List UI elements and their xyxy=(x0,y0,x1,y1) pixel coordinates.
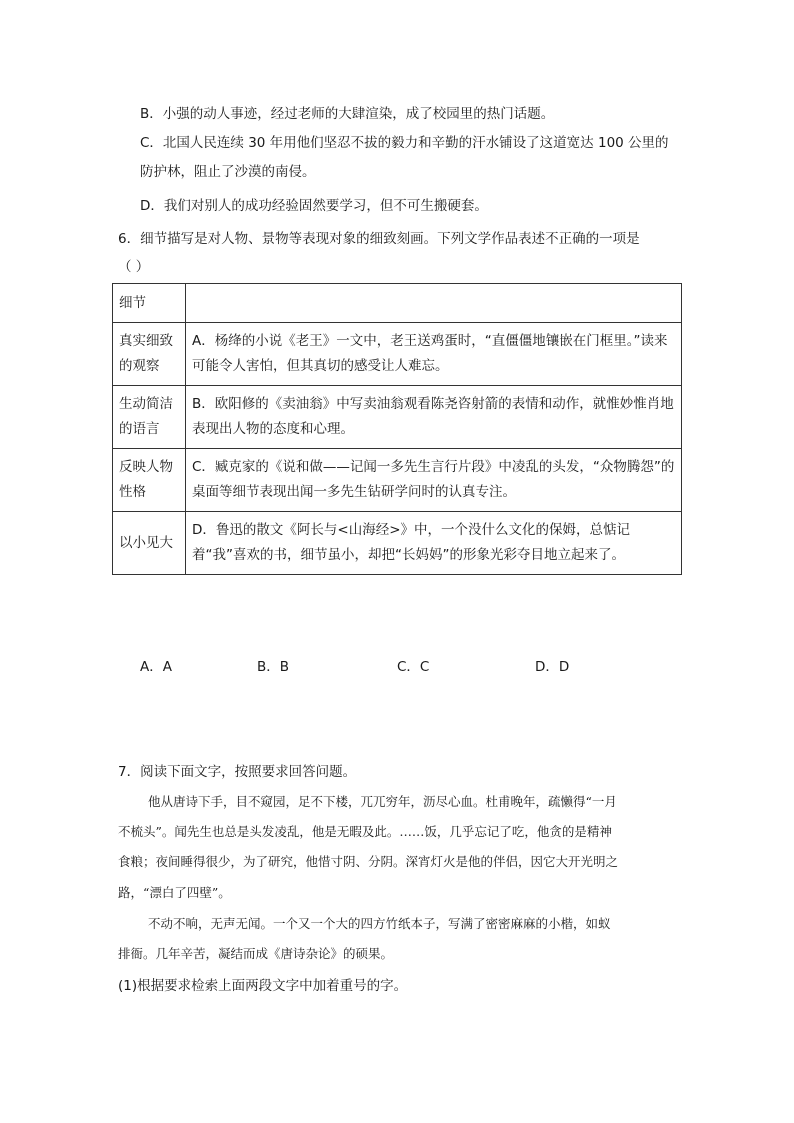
passage-line: 路，“漂白了四壁”。 xyxy=(118,885,231,900)
passage-line: 排衙。几年辛苦，凝结而成《唐诗杂论》的硕果。 xyxy=(118,946,394,961)
question-7-stem: 7．阅读下面文字，按照要求回答问题。 xyxy=(118,764,357,780)
passage-line: 不梳头”。闻先生也总是头发凌乱，他是无暇及此。……饭，几乎忘记了吃，他贪的是精神 xyxy=(118,824,612,839)
option-d[interactable]: D．D xyxy=(535,659,570,675)
table-row-text: A．杨绛的小说《老王》一文中，老王送鸡蛋时，“直僵僵地镶嵌在门框里。”读来可能令人害怕，但其真切的感受让人难忘。 xyxy=(186,323,682,386)
table-header-cell: 细节 xyxy=(113,284,186,323)
passage-line: 他从唐诗下手，目不窥园，足不下楼，兀兀穷年，沥尽心血。杜甫晚年，疏懒得“一月 xyxy=(148,794,617,809)
question-6-paren: （ ） xyxy=(118,259,150,275)
table-row xyxy=(113,323,682,386)
table-header-row xyxy=(113,284,682,323)
question-6-stem: 6．细节描写是对人物、景物等表现对象的细致刻画。下列文学作品表述不正确的一项是 xyxy=(118,231,640,247)
table-row-label: 反映人物性格 xyxy=(113,449,186,512)
table-header-cell xyxy=(186,284,682,323)
table-row-text: C．臧克家的《说和做——记闻一多先生言行片段》中凌乱的头发，“众物腾怨”的桌面等细节表现出闻一多先生钻研学问时的认真专注。 xyxy=(186,449,682,512)
prev-option-d: D．我们对别人的成功经验固然要学习，但不可生搬硬套。 xyxy=(140,198,488,214)
table-row-label: 真实细致的观察 xyxy=(113,323,186,386)
table-row xyxy=(113,512,682,575)
table-row-label: 以小见大 xyxy=(113,512,186,575)
table-row xyxy=(113,386,682,449)
detail-table xyxy=(112,283,682,575)
option-a[interactable]: A．A xyxy=(140,659,172,675)
question-6-options xyxy=(0,657,794,677)
prev-option-c-line2: 防护林，阻止了沙漠的南侵。 xyxy=(140,164,316,180)
passage-line: 不动不响，无声无闻。一个又一个大的四方竹纸本子，写满了密密麻麻的小楷，如蚁 xyxy=(148,916,611,931)
table-row-text: B．欧阳修的《卖油翁》中写卖油翁观看陈尧咨射箭的表情和动作，就惟妙惟肖地表现出人物的态度和心理。 xyxy=(186,386,682,449)
option-c[interactable]: C．C xyxy=(397,659,430,675)
prev-option-b: B．小强的动人事迹，经过老师的大肆渲染，成了校园里的热门话题。 xyxy=(140,106,555,122)
table-row-label: 生动简洁的语言 xyxy=(113,386,186,449)
table-row xyxy=(113,449,682,512)
prev-option-c-line1: C．北国人民连续 30 年用他们坚忍不拔的毅力和辛勤的汗水铺设了这道宽达 100 公里的 xyxy=(140,135,669,151)
table-row-text: D．鲁迅的散文《阿长与<山海经>》中，一个没什么文化的保姆，总惦记着“我”喜欢的书，细节虽小，却把“长妈妈”的形象光彩夺目地立起来了。 xyxy=(186,512,682,575)
option-b[interactable]: B．B xyxy=(257,659,290,675)
passage-line: 食粮；夜间睡得很少，为了研究，他惜寸阴、分阴。深宵灯火是他的伴侣，因它大开光明之 xyxy=(118,854,619,869)
question-7-sub1: (1)根据要求检索上面两段文字中加着重号的字。 xyxy=(118,978,408,994)
